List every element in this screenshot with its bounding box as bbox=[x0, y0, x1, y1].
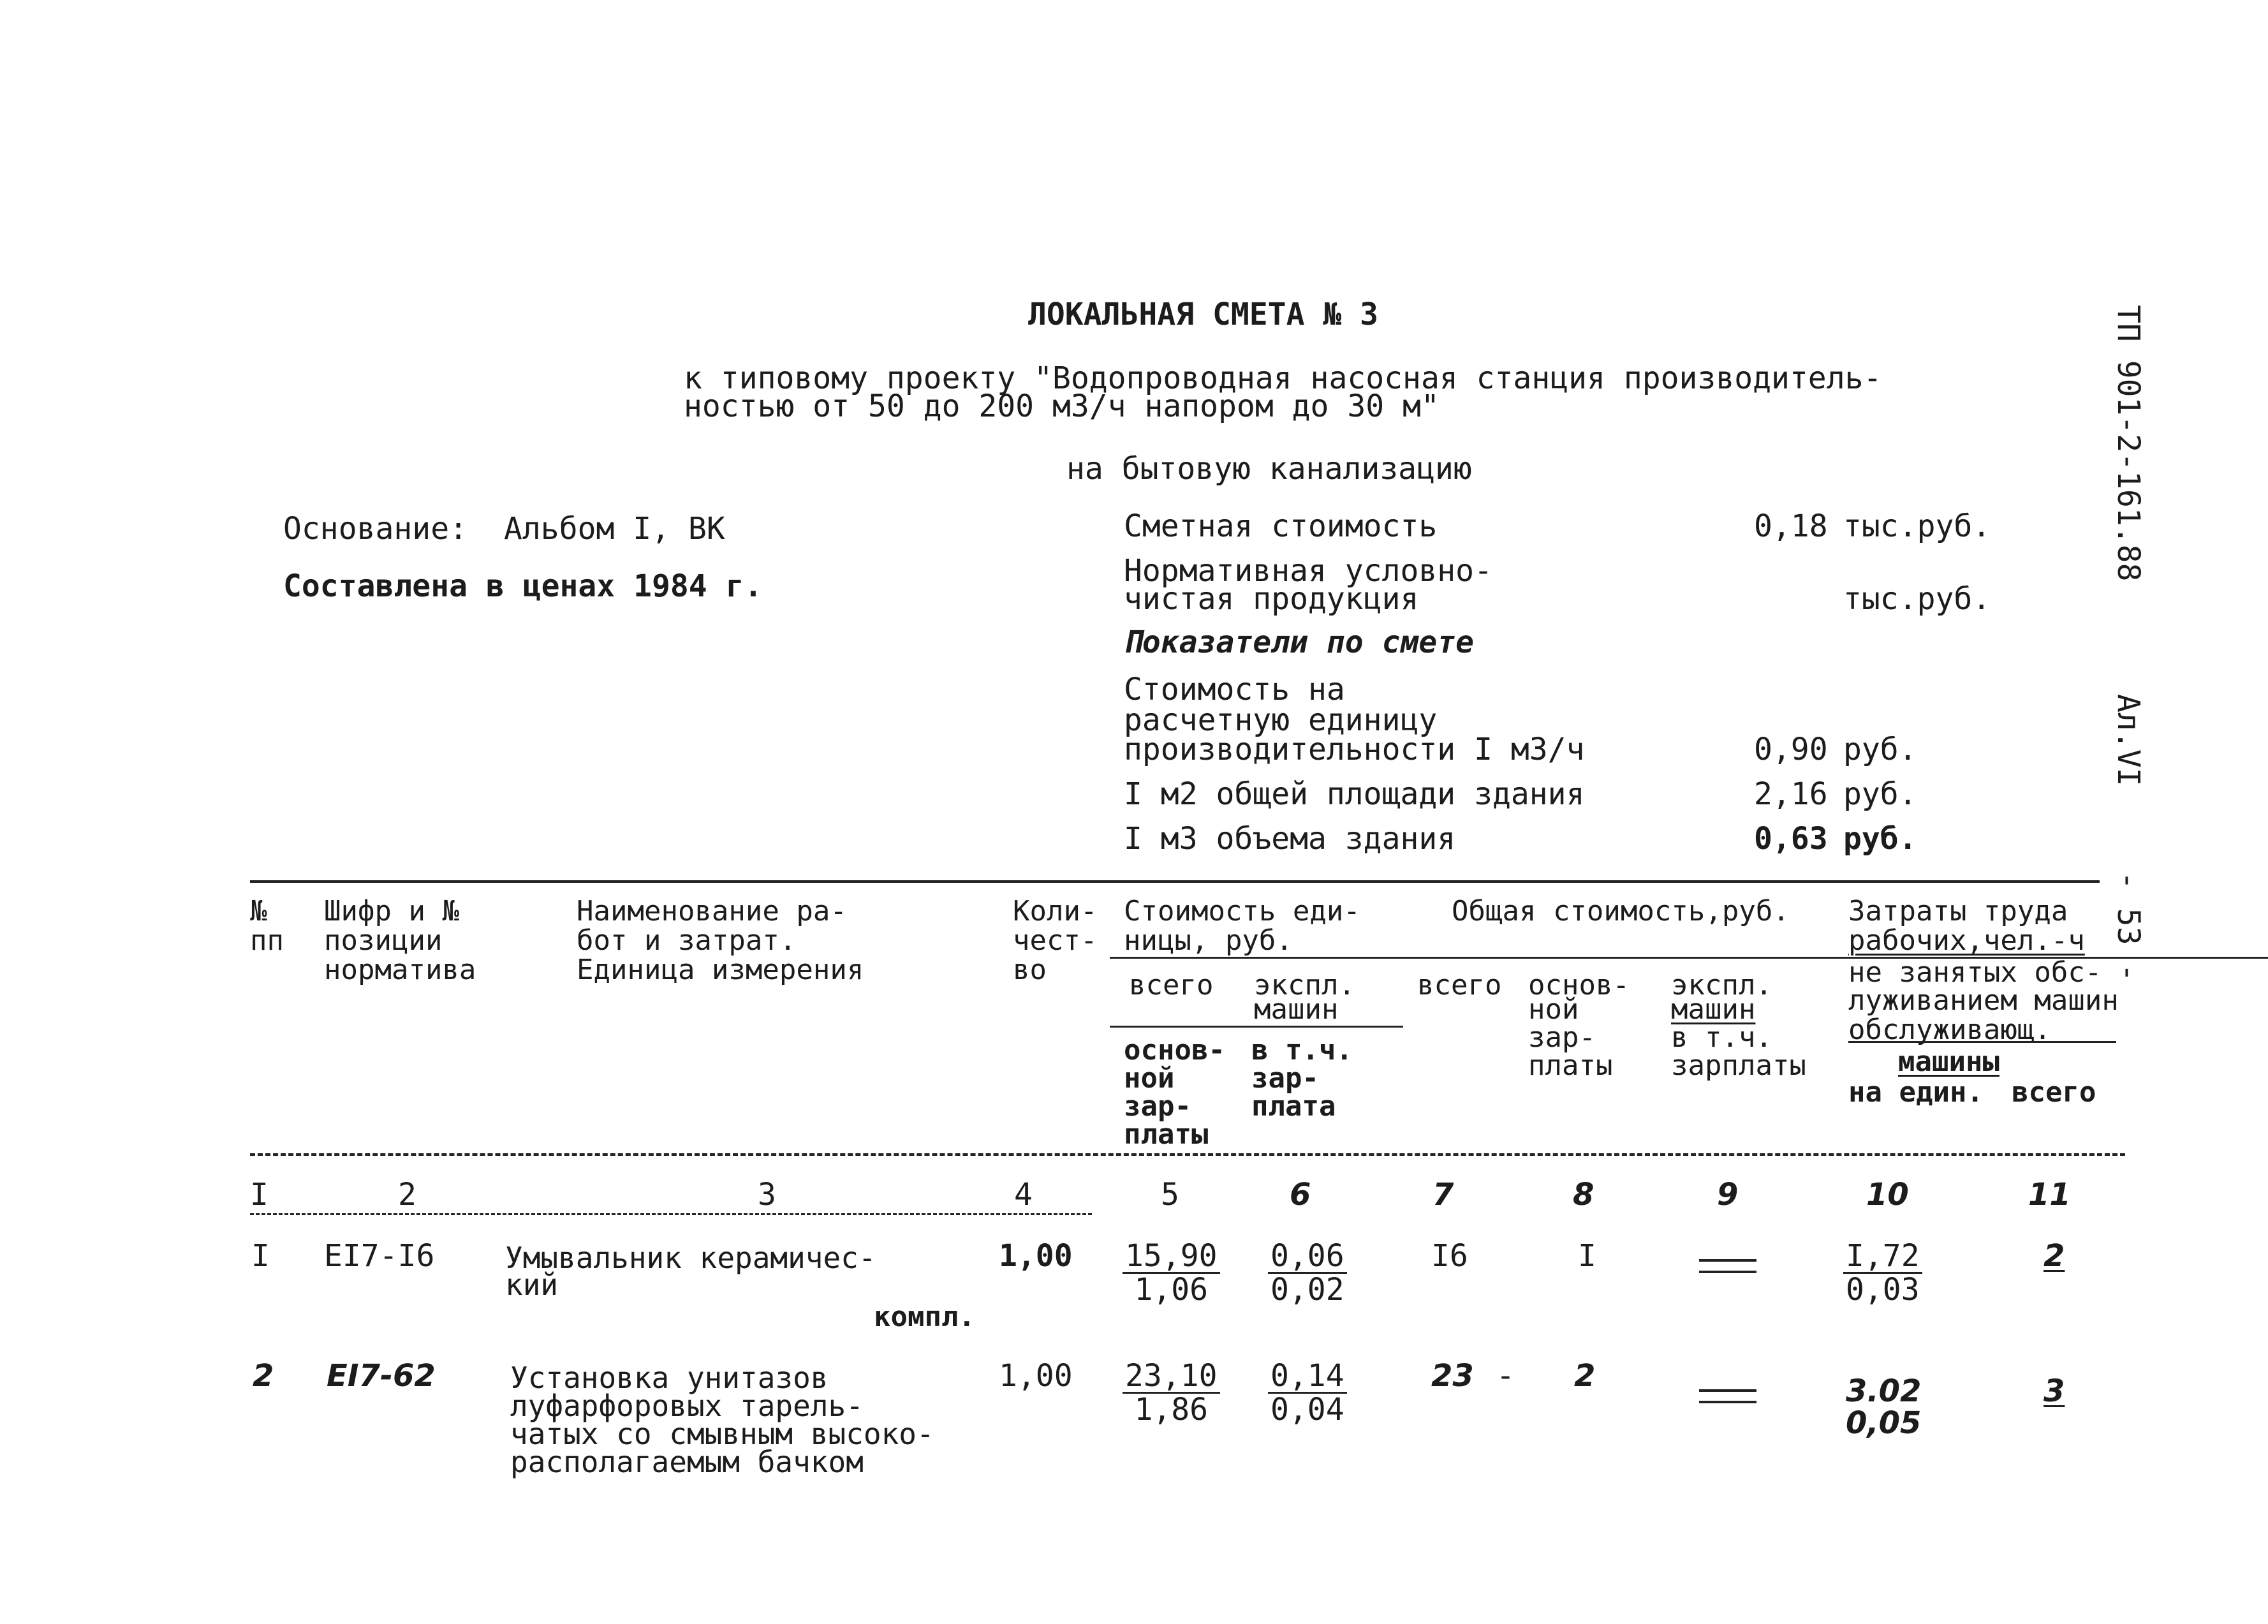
header-total-cost: Общая стоимость,руб. bbox=[1452, 895, 1790, 927]
norm-cost-label-1: Нормативная условно- bbox=[1124, 553, 1492, 589]
header-qty-3: во bbox=[1013, 954, 1047, 986]
doc-subtitle-line-3: на бытовую канализацию bbox=[1066, 451, 1472, 487]
header-labor-5: обслуживающ. bbox=[1848, 1014, 2051, 1046]
row-name-line-1: Установка унитазов bbox=[510, 1361, 828, 1395]
col-number-5: 5 bbox=[1161, 1177, 1179, 1213]
header-unit-cost-subrule bbox=[1110, 1026, 1403, 1028]
col-number-rule bbox=[250, 1213, 1092, 1215]
col-number-1: I bbox=[250, 1177, 269, 1213]
header-c8-2: ной bbox=[1528, 993, 1579, 1026]
volume-cost-value: 0,63 bbox=[1754, 821, 1828, 857]
header-code-2: позиции bbox=[324, 924, 443, 957]
header-num-2: пп bbox=[250, 924, 284, 957]
row-code: ЕI7-I6 bbox=[324, 1238, 435, 1274]
row-code: ЕI7-62 bbox=[327, 1358, 436, 1394]
doc-title: ЛОКАЛЬНАЯ СМЕТА № 3 bbox=[1028, 297, 1379, 332]
indicators-heading: Показатели по смете bbox=[1124, 624, 1475, 660]
row-num: 2 bbox=[253, 1358, 274, 1394]
header-c9-4: зарплаты bbox=[1671, 1049, 1806, 1082]
col-number-6: 6 bbox=[1290, 1177, 1311, 1213]
unit-cost-value: 0,90 bbox=[1754, 732, 1828, 767]
table-top-rule bbox=[250, 880, 2100, 883]
row-unit-wage: 1,86 bbox=[1134, 1392, 1209, 1428]
row-total-dash: - bbox=[1496, 1358, 1515, 1394]
unit-cost-label-1: Стоимость на bbox=[1124, 672, 1345, 707]
row-name-line-2: кий bbox=[505, 1267, 559, 1302]
volume-cost-label: I м3 объема здания bbox=[1124, 821, 1456, 857]
header-c5-bot-3: зар- bbox=[1124, 1090, 1191, 1123]
row-unit-cost bbox=[1123, 1360, 1220, 1426]
header-c9-2: машин bbox=[1671, 993, 1756, 1026]
row-total-wage: I bbox=[1578, 1238, 1596, 1274]
row-unit-machine-wage: 0,02 bbox=[1270, 1272, 1344, 1308]
header-c8-3: зар- bbox=[1528, 1021, 1596, 1054]
header-bottom-rule bbox=[250, 1153, 2125, 1156]
row-unit-machine-cost bbox=[1268, 1360, 1347, 1426]
row-unit: компл. bbox=[874, 1301, 975, 1333]
norm-cost-unit: тыс.руб. bbox=[1843, 581, 1991, 617]
page-number: - 53 - bbox=[2110, 871, 2146, 982]
row-unit-cost bbox=[1123, 1240, 1220, 1306]
volume-cost-unit: руб. bbox=[1843, 821, 1917, 857]
header-c10: на един. bbox=[1848, 1076, 1984, 1109]
row-qty: 1,00 bbox=[999, 1238, 1073, 1274]
header-c6-bot-3: плата bbox=[1251, 1090, 1336, 1123]
row-machine-total-empty bbox=[1699, 1380, 1756, 1412]
row-unit-machine-wage: 0,04 bbox=[1270, 1392, 1344, 1428]
header-c8-4: платы bbox=[1528, 1049, 1613, 1082]
header-qty-2: чест- bbox=[1013, 924, 1098, 957]
header-code-3: норматива bbox=[324, 954, 476, 986]
col-number-10: 10 bbox=[1866, 1177, 1909, 1213]
header-unit-cost-1: Стоимость еди- bbox=[1124, 895, 1360, 927]
col-number-2: 2 bbox=[398, 1177, 416, 1213]
unit-cost-label-3: производительности I м3/ч bbox=[1124, 732, 1585, 767]
row-machine-total-empty bbox=[1699, 1250, 1756, 1282]
header-labor-1: Затраты труда bbox=[1848, 895, 2068, 927]
row-total: 23 bbox=[1431, 1358, 1474, 1394]
basis-value: Альбом I, ВК bbox=[504, 511, 725, 547]
row-labor-unit bbox=[1843, 1240, 1922, 1306]
row-unit-total: 23,10 bbox=[1123, 1360, 1220, 1394]
header-c9-1: экспл. bbox=[1671, 969, 1772, 1001]
header-c11: всего bbox=[2012, 1076, 2096, 1109]
col-number-8: 8 bbox=[1573, 1177, 1594, 1213]
header-labor-6: машины bbox=[1898, 1045, 1999, 1078]
row-labor-unit-value: I,72 bbox=[1843, 1240, 1922, 1274]
header-labor-3: не занятых обс- bbox=[1848, 956, 2102, 989]
row-unit-machine: 0,14 bbox=[1268, 1360, 1347, 1394]
header-c6-top-2: машин bbox=[1254, 993, 1339, 1026]
doc-subtitle-line-1: к типовому проекту "Водопроводная насосная станция производитель- bbox=[684, 360, 1882, 396]
row-total-wage: 2 bbox=[1574, 1358, 1596, 1394]
area-cost-unit: руб. bbox=[1843, 776, 1917, 812]
norm-cost-label-2: чистая продукция bbox=[1124, 581, 1419, 617]
header-c7: всего bbox=[1417, 969, 1502, 1001]
header-name-2: бот и затрат. bbox=[577, 924, 797, 957]
side-project-code: ТП 901-2-161.88 bbox=[2110, 305, 2146, 582]
header-c6-bot-2: зар- bbox=[1251, 1062, 1319, 1095]
row-name-line-4: располагаемым бачком bbox=[510, 1445, 864, 1479]
col-number-7: 7 bbox=[1432, 1177, 1454, 1213]
unit-cost-label-2: расчетную единицу bbox=[1124, 702, 1438, 738]
header-c6-top-1: экспл. bbox=[1254, 969, 1355, 1001]
col-number-4: 4 bbox=[1014, 1177, 1033, 1213]
row-labor-total: 3 bbox=[2043, 1373, 2065, 1409]
header-unit-cost-2: ницы, руб. bbox=[1124, 924, 1293, 957]
header-c8-1: основ- bbox=[1528, 969, 1630, 1001]
doc-subtitle-line-2: ностью от 50 до 200 м3/ч напором до 30 м" bbox=[684, 388, 1440, 424]
col-number-3: 3 bbox=[758, 1177, 776, 1213]
unit-cost-unit: руб. bbox=[1843, 732, 1917, 767]
row-labor-total: 2 bbox=[2043, 1238, 2065, 1274]
col-number-11: 11 bbox=[2028, 1177, 2071, 1213]
row-labor-unit-machine: 0,03 bbox=[1846, 1272, 1920, 1308]
row-unit-total: 15,90 bbox=[1123, 1240, 1220, 1274]
side-album: Ал.VI bbox=[2110, 694, 2146, 786]
header-name-3: Единица измерения bbox=[577, 954, 864, 986]
row-unit-machine-cost bbox=[1268, 1240, 1347, 1306]
row-labor-unit-machine: 0,05 bbox=[1846, 1405, 1922, 1441]
header-c5-bot-2: ной bbox=[1124, 1062, 1175, 1095]
prices-note: Составлена в ценах 1984 г. bbox=[283, 568, 763, 604]
header-labor-subrule bbox=[1848, 1041, 2116, 1043]
header-labor-2: рабочих,чел.-ч bbox=[1848, 924, 2085, 957]
row-name-line-3: чатых со смывным высоко- bbox=[510, 1417, 934, 1451]
header-c5-top: всего bbox=[1129, 969, 1214, 1001]
area-cost-value: 2,16 bbox=[1754, 776, 1828, 812]
header-labor-4: луживанием машин bbox=[1848, 984, 2119, 1017]
row-total: I6 bbox=[1431, 1238, 1468, 1274]
header-code-1: Шифр и № bbox=[324, 895, 459, 927]
estimated-cost-unit: тыс.руб. bbox=[1843, 508, 1991, 544]
row-unit-machine: 0,06 bbox=[1268, 1240, 1347, 1274]
row-unit-wage: 1,06 bbox=[1134, 1272, 1209, 1308]
row-name-line-2: луфарфоровых тарель- bbox=[510, 1389, 864, 1423]
header-num-1: № bbox=[250, 895, 267, 927]
header-c6-bot-1: в т.ч. bbox=[1251, 1034, 1353, 1067]
row-name-line-1: Умывальник керамичес- bbox=[505, 1241, 876, 1275]
row-num: I bbox=[251, 1238, 270, 1274]
basis-label: Основание: bbox=[283, 511, 468, 547]
header-qty-1: Коли- bbox=[1013, 895, 1098, 927]
header-c5-bot-4: платы bbox=[1124, 1118, 1209, 1151]
row-labor-unit-value: 3.02 bbox=[1846, 1373, 1922, 1409]
area-cost-label: I м2 общей площади здания bbox=[1124, 776, 1585, 812]
estimated-cost-value: 0,18 bbox=[1754, 508, 1828, 544]
header-c9-3: в т.ч. bbox=[1671, 1021, 1772, 1054]
header-name-1: Наименование ра- bbox=[577, 895, 847, 927]
row-qty: 1,00 bbox=[999, 1358, 1073, 1394]
header-c5-bot-1: основ- bbox=[1124, 1034, 1225, 1067]
col-number-9: 9 bbox=[1717, 1177, 1739, 1213]
estimated-cost-label: Сметная стоимость bbox=[1124, 508, 1438, 544]
